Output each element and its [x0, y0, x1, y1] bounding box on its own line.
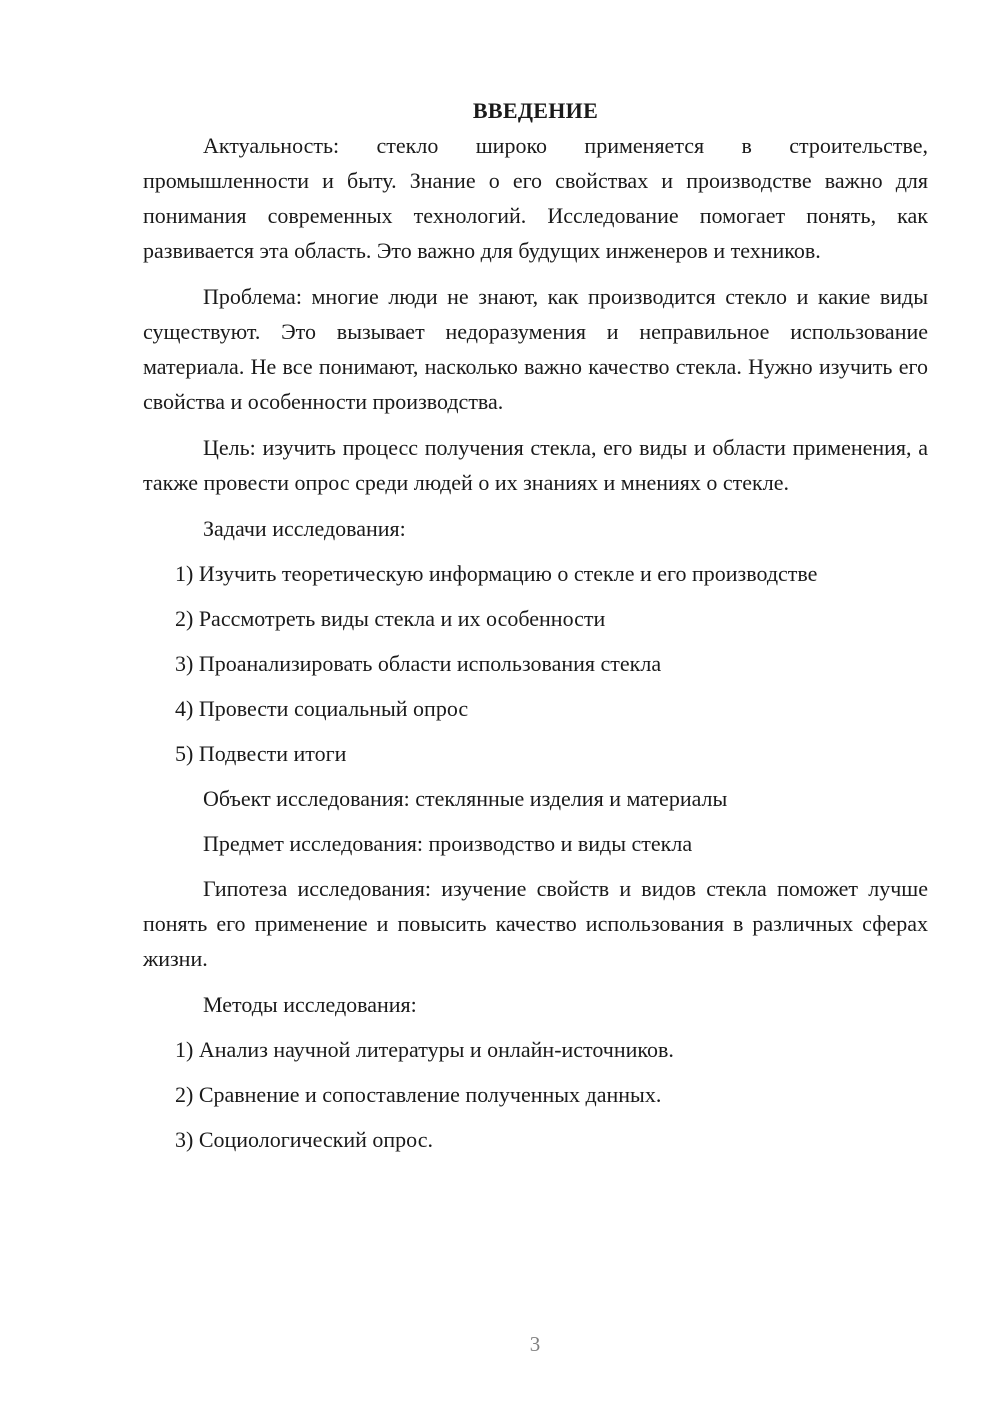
list-item: 5) Подвести итоги	[175, 741, 347, 766]
paragraph-hypothesis: Гипотеза исследования: изучение свойств и видов стекла поможет лучше понять его применение и повысить качество использования в различных сферах жизни.	[143, 876, 928, 971]
paragraph-goal: Цель: изучить процесс получения стекла, его виды и области применения, а также провести опрос среди людей о их знаниях и мнениях о стекле.	[143, 435, 928, 495]
list-item: 2) Сравнение и сопоставление полученных данных.	[175, 1082, 662, 1107]
methods-heading: Методы исследования:	[203, 992, 417, 1017]
list-item: 2) Рассмотреть виды стекла и их особенности	[175, 606, 606, 631]
tasks-heading: Задачи исследования:	[203, 516, 406, 541]
page-content	[143, 93, 928, 1167]
methods-list	[143, 1032, 928, 1157]
tasks-list	[143, 556, 928, 771]
list-item: 3) Социологический опрос.	[175, 1127, 433, 1152]
paragraph-relevance: Актуальность: стекло широко применяется в строительстве, промышленности и быту. Знание о его свойствах и производстве важно для понимания современных технологий. Исследование помогает понять, как развивается эта область. Это важно для будущих инженеров и техников.	[143, 133, 928, 263]
research-subject: Предмет исследования: производство и виды стекла	[203, 831, 693, 856]
list-item: 4) Провести социальный опрос	[175, 696, 469, 721]
section-title: ВВЕДЕНИЕ	[472, 98, 599, 123]
page-number: 3	[529, 1332, 541, 1356]
research-object: Объект исследования: стеклянные изделия и материалы	[203, 786, 728, 811]
list-item: 1) Изучить теоретическую информацию о стекле и его производстве	[175, 561, 818, 586]
list-item: 3) Проанализировать области использования стекла	[175, 651, 662, 676]
paragraph-problem: Проблема: многие люди не знают, как производится стекло и какие виды существуют. Это вызывает недоразумения и неправильное использование материала. Не все понимают, насколько важно качество стекла. Нужно изучить его свойства и особенности производства.	[143, 284, 928, 414]
list-item: 1) Анализ научной литературы и онлайн-источников.	[175, 1037, 674, 1062]
